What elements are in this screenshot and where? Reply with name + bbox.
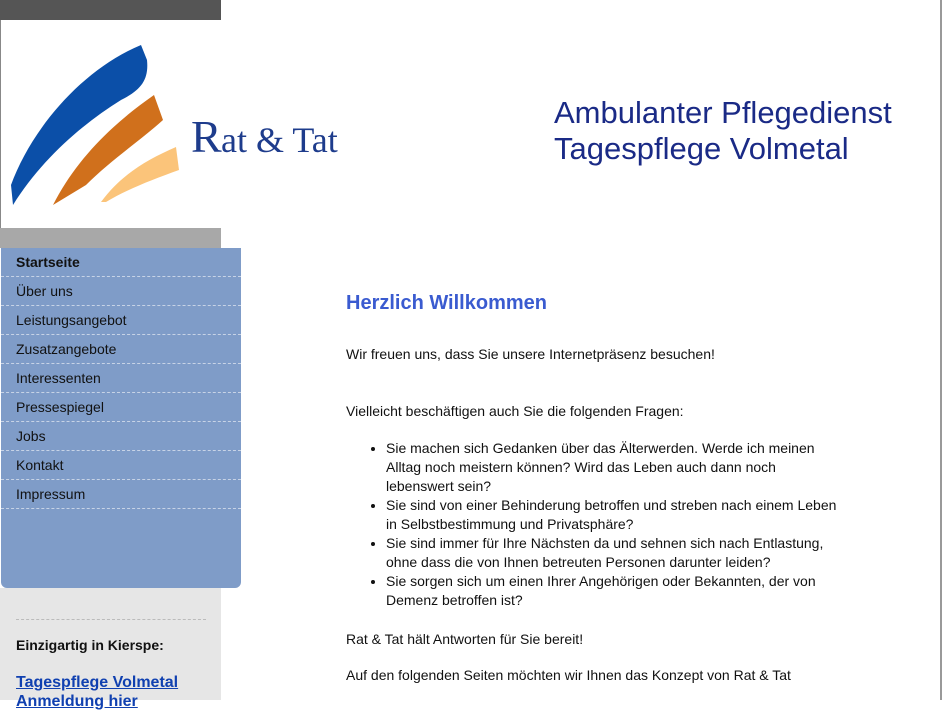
svg-text:R: R [191, 111, 222, 162]
tagespflege-link[interactable]: Tagespflege Volmetal [16, 674, 179, 691]
answer-text: Rat & Tat hält Antworten für Sie bereit! [346, 631, 584, 647]
nav-item-jobs[interactable]: Jobs [1, 422, 241, 451]
main-content [346, 294, 846, 723]
nav-item-zusatzangebote[interactable]: Zusatzangebote [1, 335, 241, 364]
site-title [554, 95, 892, 167]
svg-text:at & Tat: at & Tat [221, 120, 338, 160]
nav-item-impressum[interactable]: Impressum [1, 480, 241, 509]
list-item: • Sie sind immer für Ihre Nächsten da und sehnen sich nach Entlastung, ohne dass die von Ihnen betreuten Personen darunter leiden? [386, 534, 846, 572]
top-bar [0, 0, 221, 20]
divider [16, 619, 206, 620]
site-title-line1: Ambulanter Pflegedienst [554, 95, 892, 130]
list-item: • Sie sorgen sich um einen Ihrer Angehörigen oder Bekannten, der von Demenz betroffen ist? [386, 572, 846, 610]
list-item: • Sie sind von einer Behinderung betroffen und streben nach einem Leben in Selbstbestimmung und Privatsphäre? [386, 496, 846, 534]
question-list [386, 439, 846, 610]
nav-item-interessenten[interactable]: Interessenten [1, 364, 241, 393]
nav-item-kontakt[interactable]: Kontakt [1, 451, 241, 480]
logo-brushstrokes-icon [1, 20, 401, 228]
outro-text: Auf den folgenden Seiten möchten wir Ihnen das Konzept von Rat & Tat [346, 667, 791, 683]
gray-bar [0, 228, 221, 248]
list-item: • Sie machen sich Gedanken über das Älterwerden. Werde ich meinen Alltag noch meistern können? Wird das Leben auch dann noch lebenswert sein? [386, 439, 846, 496]
anmeldung-link[interactable]: Anmeldung hier [16, 693, 138, 710]
nav-item-ueber-uns[interactable]: Über uns [1, 277, 241, 306]
nav-item-leistungsangebot[interactable]: Leistungsangebot [1, 306, 241, 335]
site-title-line2: Tagespflege Volmetal [554, 131, 849, 166]
nav-item-pressespiegel[interactable]: Pressespiegel [1, 393, 241, 422]
sidebar-label: Einzigartig in Kierspe: [16, 637, 164, 653]
sidebar [0, 588, 221, 710]
nav-item-startseite[interactable]: Startseite [1, 248, 241, 277]
logo[interactable] [0, 20, 338, 228]
intro-text: Wir freuen uns, dass Sie unsere Internetpräsenz besuchen! [346, 346, 715, 362]
question-intro: Vielleicht beschäftigen auch Sie die folgenden Fragen: [346, 403, 684, 419]
page-title: Herzlich Willkommen [346, 292, 547, 314]
main-nav [1, 248, 241, 588]
